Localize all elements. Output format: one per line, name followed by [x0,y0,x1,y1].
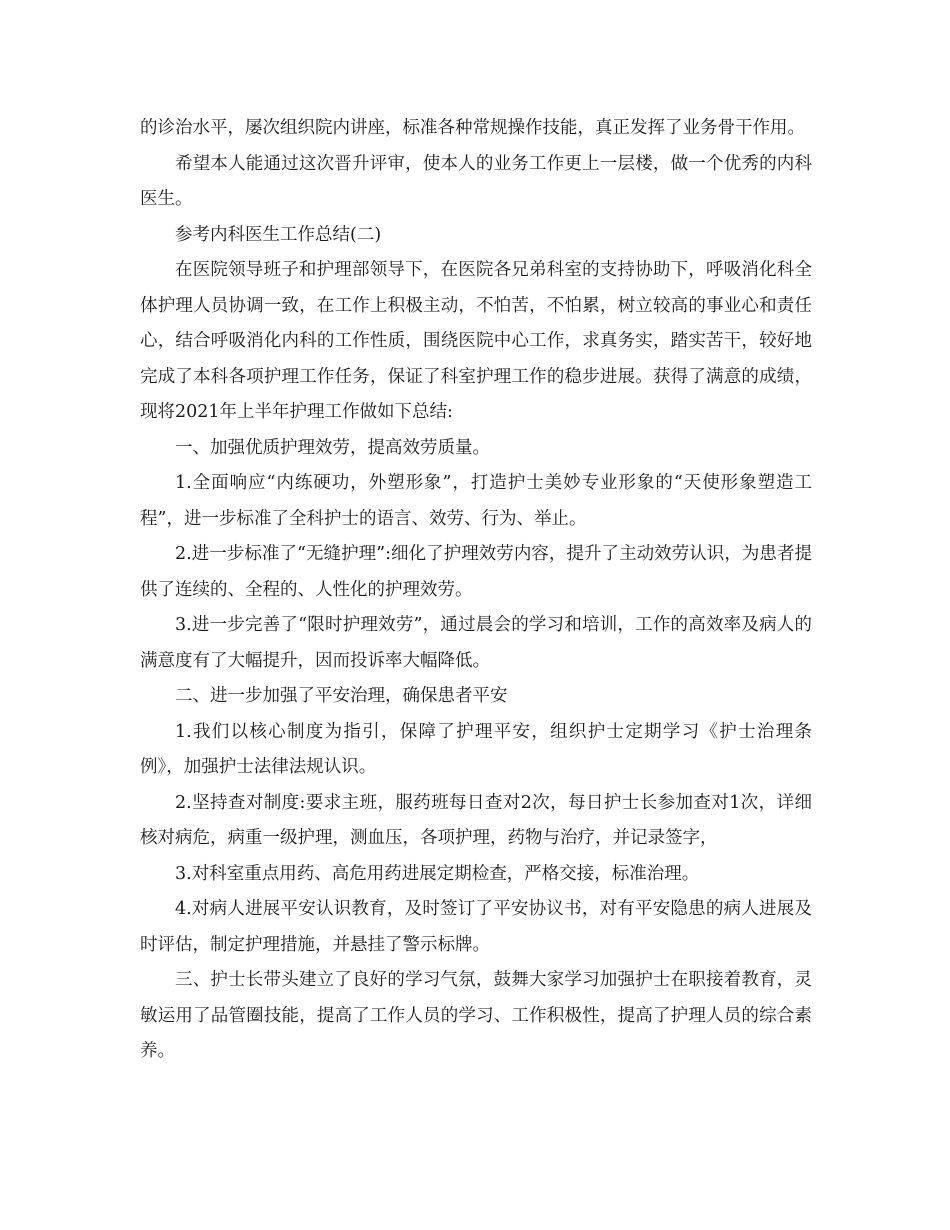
section-title: 参考内科医生工作总结(二) [175,224,382,245]
heading-one: 一、加强优质护理效劳，提高效劳质量。 [175,437,490,458]
list-item: 3.进一步完善了“限时护理效劳”，通过晨会的学习和培训，工作的高效率及病人的满意度有了大幅提升，因而投诉率大幅降低。 [140,615,812,671]
list-item: 2.坚持查对制度:要求主班，服药班每日查对2次，每日护士长参加查对1次，详细核对病危，病重一级护理，测血压，各项护理，药物与治疗，并记录签字， [140,792,812,848]
list-item: 3.对科室重点用药、高危用药进展定期检查，严格交接，标准治理。 [175,863,700,884]
list-item: 1.全面响应“内练硬功，外塑形象”，打造护士美妙专业形象的“天使形象塑造工程”，进一步标准了全科护士的语言、效劳、行为、举止。 [140,473,812,529]
paragraph-intro: 在医院领导班子和护理部领导下，在医院各兄弟科室的支持协助下，呼吸消化科全体护理人员协调一致，在工作上积极主动，不怕苦，不怕累，树立较高的事业心和责任心，结合呼吸消化内科的工作性质，围绕医院中心工作，求真务实，踏实苦干，较好地完成了本科各项护理工作任务，保证了科室护理工作的稳步进展。获得了满意的成绩，现将2021年上半年护理工作做如下总结: [140,260,812,422]
list-item: 1.我们以核心制度为指引，保障了护理平安，组织护士定期学习《护士治理条例》，加强护士法律法规认识。 [140,721,812,777]
heading-three: 三、护士长带头建立了良好的学习气氛，鼓舞大家学习加强护士在职接着教育，灵敏运用了品管圈技能，提高了工作人员的学习、工作积极性，提高了护理人员的综合素养。 [140,970,812,1061]
list-item: 4.对病人进展平安认识教育，及时签订了平安协议书，对有平安隐患的病人进展及时评估，制定护理措施，并悬挂了警示标牌。 [140,899,812,955]
document-page [140,111,812,1070]
paragraph-continuation: 的诊治水平，屡次组织院内讲座，标准各种常规操作技能，真正发挥了业务骨干作用。 [140,118,805,138]
heading-two: 二、进一步加强了平安治理，确保患者平安 [175,686,508,706]
list-item: 2.进一步标准了“无缝护理”:细化了护理效劳内容，提升了主动效劳认识，为患者提供了连续的、全程的、人性化的护理效劳。 [140,544,812,600]
paragraph-hope: 希望本人能通过这次晋升评审，使本人的业务工作更上一层楼，做一个优秀的内科医生。 [140,153,812,209]
